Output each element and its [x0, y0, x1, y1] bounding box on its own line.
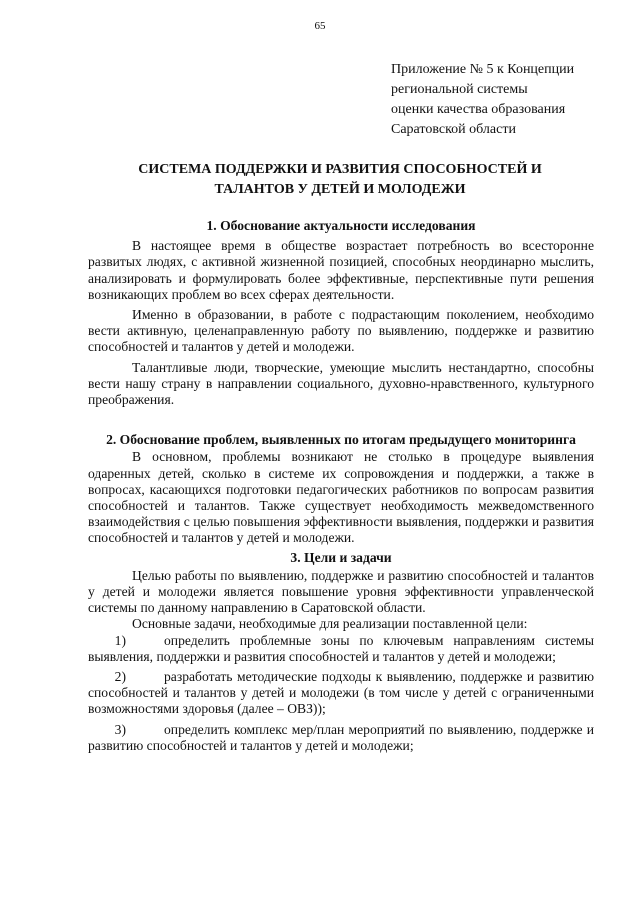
- appendix-note: [391, 60, 574, 140]
- section-2-heading: 2. Обоснование проблем, выявленных по итогам предыдущего мониторинга: [106, 432, 576, 448]
- title-line: ТАЛАНТОВ У ДЕТЕЙ И МОЛОДЕЖИ: [214, 182, 466, 197]
- task-item: [88, 669, 594, 718]
- section-3-heading: 3. Цели и задачи: [290, 549, 392, 565]
- task-text: разработать методические подходы к выявлению, поддержке и развитию способностей и талантов у детей и молодежи (в том числе у детей с ограниченными возможностями здоровья (далее – ОВЗ));: [88, 669, 594, 717]
- document-body: [88, 218, 594, 754]
- page-number: 65: [314, 20, 326, 32]
- task-text: определить комплекс мер/план мероприятий по выявлению, поддержке и развитию способностей и талантов у детей и молодежи;: [88, 721, 594, 753]
- paragraph: Основные задачи, необходимые для реализации поставленной цели:: [132, 616, 528, 632]
- appendix-line: Приложение № 5 к Концепции: [391, 62, 575, 77]
- paragraph: Целью работы по выявлению, поддержке и развитию способностей и талантов у детей и молодежи является повышение уровня эффективности управленческой системы по данному направлению в Саратовской области.: [88, 567, 594, 616]
- appendix-line: региональной системы: [391, 82, 528, 97]
- task-item: [88, 633, 594, 665]
- task-item: [88, 722, 594, 754]
- task-number: 2): [114, 669, 126, 685]
- appendix-line: оценки качества образования: [391, 102, 566, 117]
- document-title: [90, 160, 590, 200]
- task-number: 3): [114, 721, 126, 737]
- title-line: СИСТЕМА ПОДДЕРЖКИ И РАЗВИТИЯ СПОСОБНОСТЕЙ И: [138, 162, 542, 177]
- appendix-line: Саратовской области: [391, 122, 516, 137]
- paragraph: Именно в образовании, в работе с подрастающим поколением, необходимо вести активную, целенаправленную работу по выявлению, поддержке и развитию способностей и талантов у детей и молодежи.: [88, 307, 594, 355]
- paragraph: В основном, проблемы возникают не столько в процедуре выявления одаренных детей, сколько в системе их сопровождения и поддержки, а также в вопросах, касающихся подготовки педагогических работников по вопросам развития способностей и талантов. Также существует необходимость межведомственного взаимодействия с целью повышения эффективности выявления, поддержки и развития способностей и талантов у детей и молодежи.: [88, 449, 594, 546]
- task-text: определить проблемные зоны по ключевым направлениям системы выявления, поддержки и развития способностей и талантов у детей и молодежи;: [88, 632, 594, 664]
- paragraph: В настоящее время в обществе возрастает потребность во всесторонне развитых людях, с активной жизненной позицией, способных неординарно мыслить, анализировать и формулировать более эффективные, перспективные пути решения возникающих проблем во всех сферах деятельности.: [88, 238, 594, 302]
- section-1-heading: 1. Обоснование актуальности исследования: [206, 218, 476, 233]
- task-number: 1): [114, 632, 126, 648]
- paragraph: Талантливые люди, творческие, умеющие мыслить нестандартно, способны вести нашу страну в направлении социального, духовно-нравственного, культурного преображения.: [88, 359, 594, 408]
